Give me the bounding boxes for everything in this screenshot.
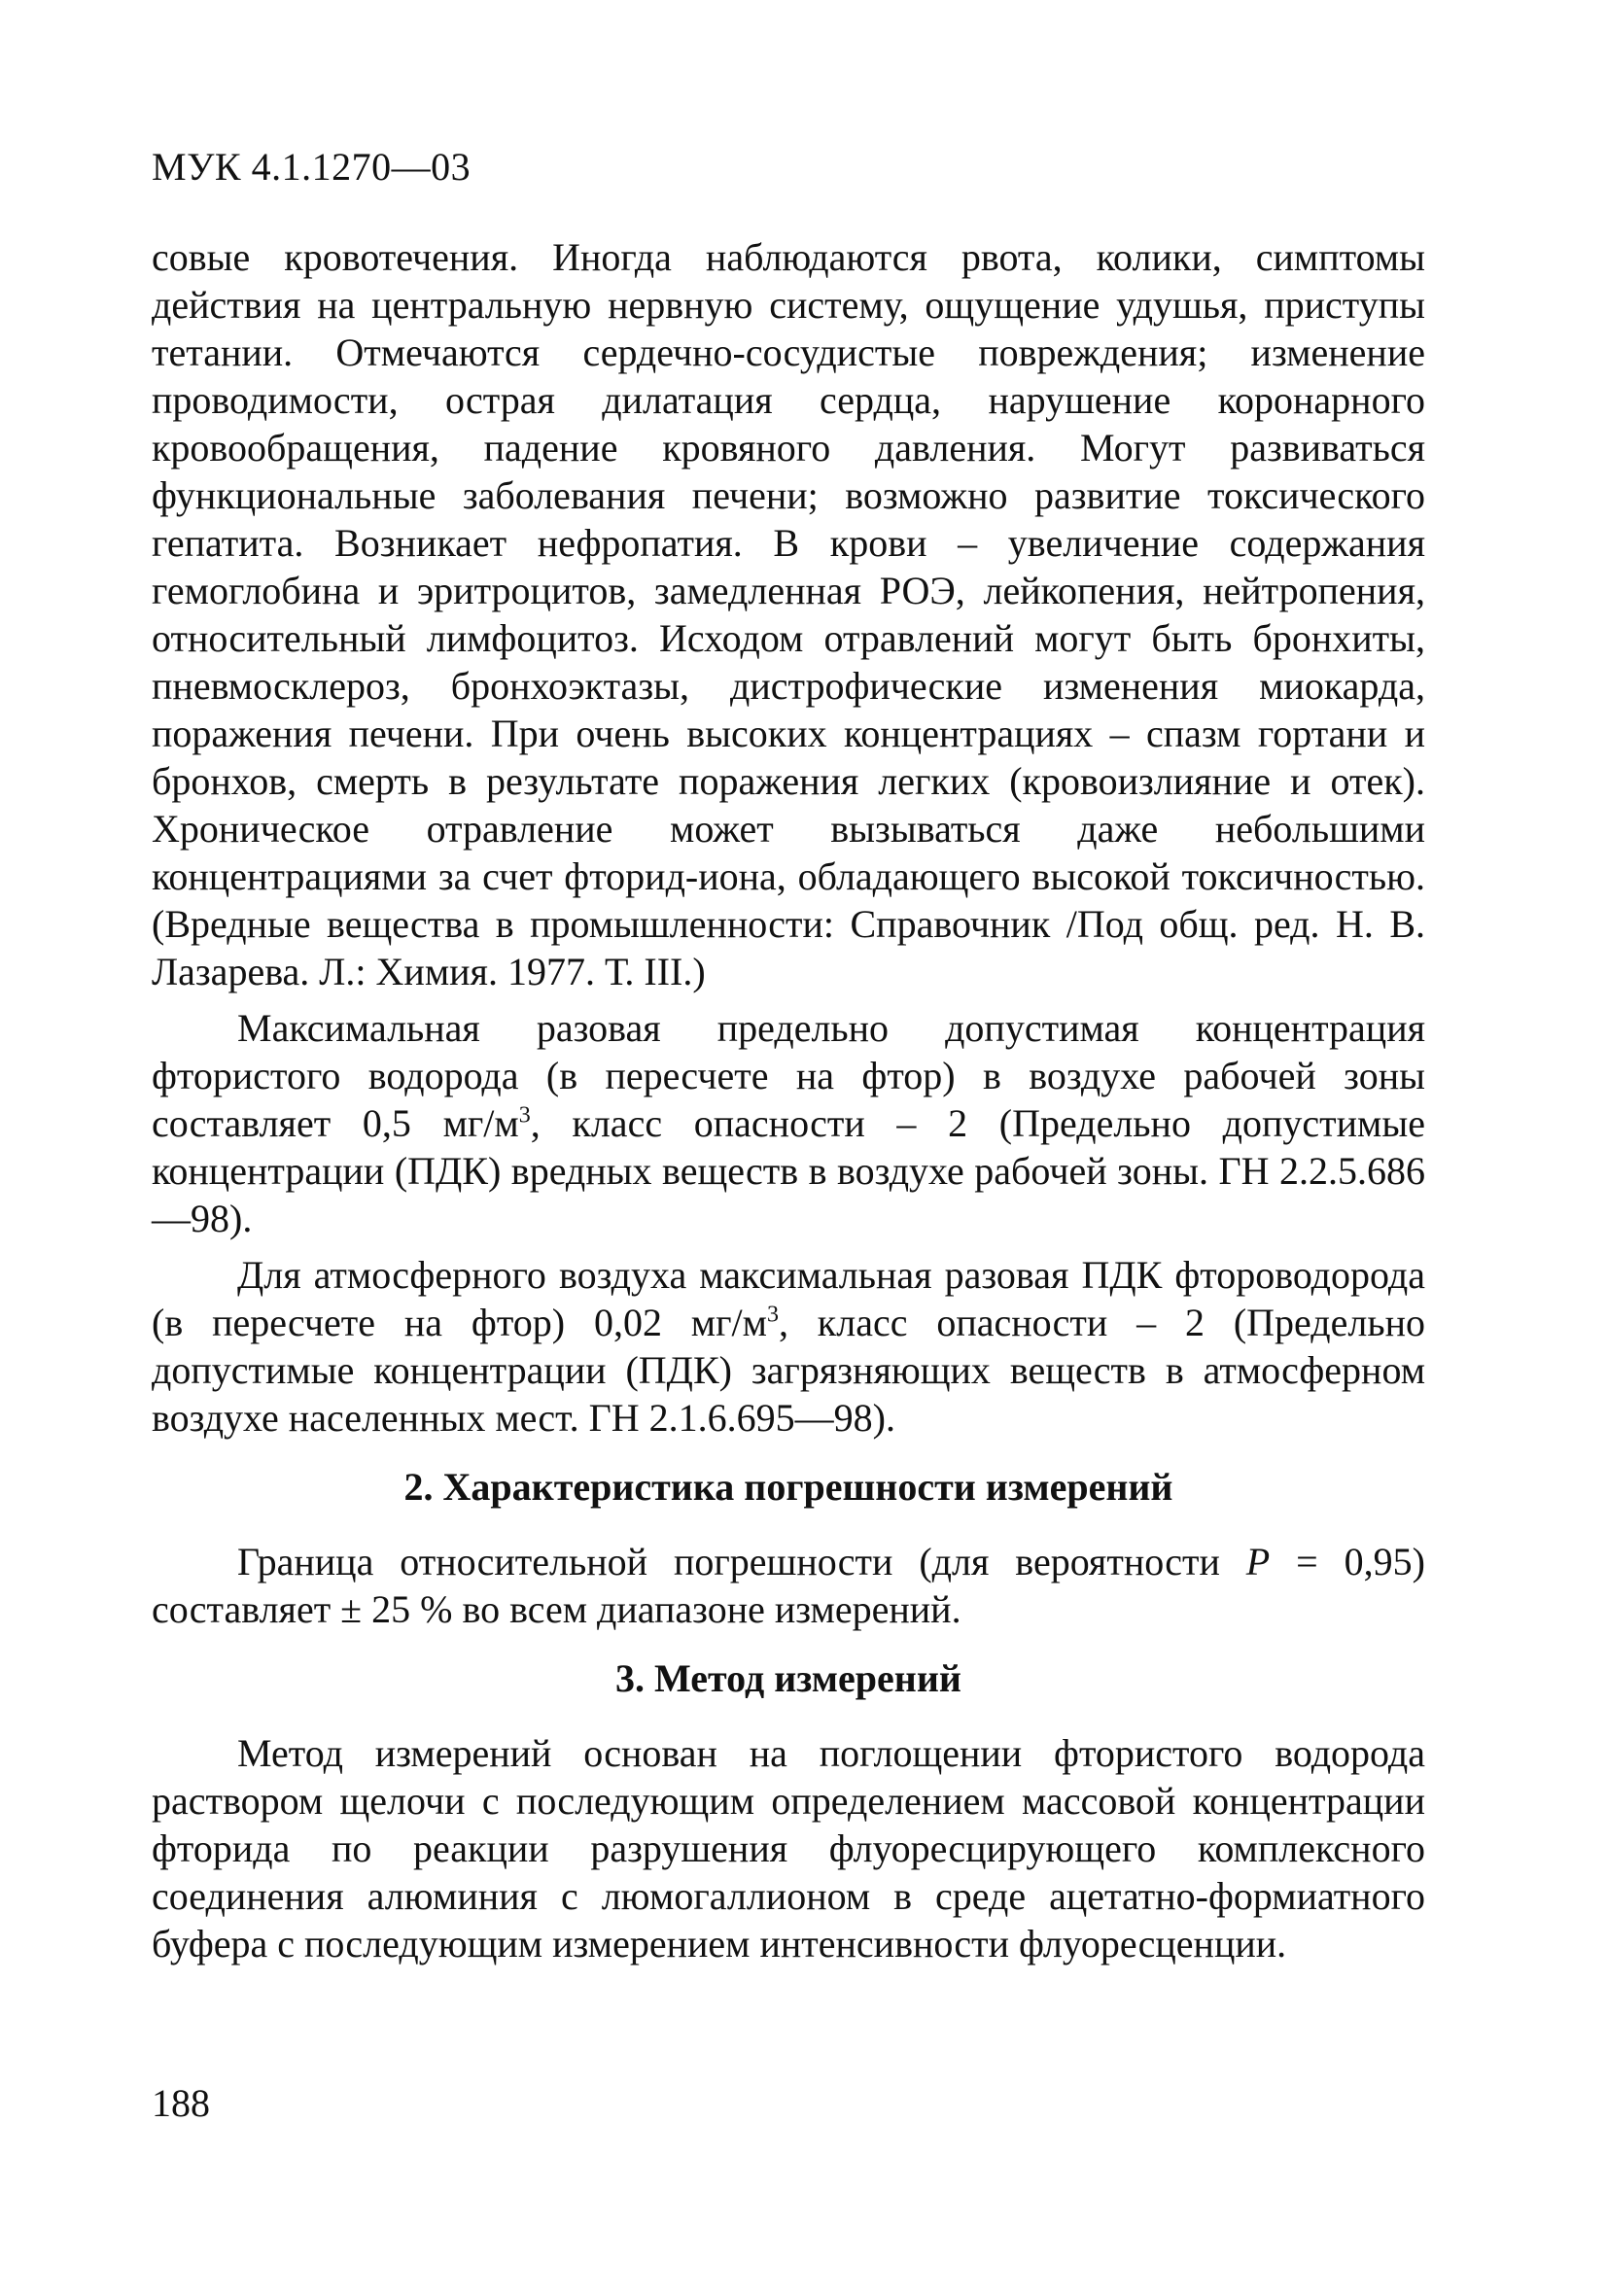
superscript: 3 (518, 1102, 531, 1129)
text-run: , класс опасности – 2 (Предельно допустимые концентрации (ПДК) загрязняющих веществ в атмосферном воздухе населенных мест. ГН 2.1.6.695—98). (152, 1301, 1425, 1440)
section-heading-method: 3. Метод измерений (615, 1656, 961, 1700)
body-text (152, 233, 1425, 1967)
text-run: Максимальная разовая предельно допустимая концентрация фтористого водорода (в пересчете на фтор) в воздухе рабочей зоны составляет 0,5 мг/м (152, 1006, 1425, 1145)
paragraph-error-bound (152, 1538, 1425, 1633)
paragraph-atmosphere-limit (152, 1251, 1425, 1442)
text-run: , класс опасности – 2 (Предельно допустимые концентрации (ПДК) вредных веществ в воздухе рабочей зоны. ГН 2.2.5.686—98). (152, 1101, 1425, 1240)
section-heading-error: 2. Характеристика погрешности измерений (403, 1465, 1173, 1509)
text-run: Для атмосферного воздуха максимальная разовая ПДК фтороводорода (в пересчете на фтор) 0,02 мг/м (152, 1253, 1425, 1344)
probability-variable: P (1245, 1540, 1271, 1583)
paragraph-method: Метод измерений основан на поглощении фтористого водорода раствором щелочи с последующим определением массовой концентрации фторида по реакции разрушения флуоресцирующего комплексного соединения алюминия с люмогаллионом в среде ацетатно-формиатного буфера с последующим измерением интенсивности флуоресценции. (152, 1731, 1425, 1966)
text-run: Граница относительной погрешности (для вероятности (237, 1540, 1246, 1583)
paragraph-symptoms: совые кровотечения. Иногда наблюдаются рвота, колики, симптомы действия на центральную нервную систему, ощущение удушья, приступы тетании. Отмечаются сердечно-сосудистые повреждения; изменение проводимости, острая дилатация сердца, нарушение коронарного кровообращения, падение кровяного давления. Могут развиваться функциональные заболевания печени; возможно развитие токсического гепатита. Возникает нефропатия. В крови – увеличение содержания гемоглобина и эритроцитов, замедленная РОЭ, лейкопения, нейтропения, относительный лимфоцитоз. Исходом отравлений могут быть бронхиты, пневмосклероз, бронхоэктазы, дистрофические изменения миокарда, поражения печени. При очень высоких концентрациях – спазм гортани и бронхов, смерть в результате поражения легких (кровоизлияние и отек). Хроническое отравление может вызываться даже небольшими концентрациями за счет фторид-иона, обладающего высокой токсичностью. (Вредные вещества в промышленности: Справочник /Под общ. ред. Н. В. Лазарева. Л.: Химия. 1977. Т. III.) (152, 235, 1425, 993)
running-head: МУК 4.1.1270—03 (152, 145, 472, 189)
page-number: 188 (152, 2081, 210, 2125)
paragraph-workzone-limit (152, 1004, 1425, 1242)
text-run: = 0,95) составляет ± 25 % во всем диапазоне измерений. (152, 1540, 1425, 1631)
superscript: 3 (766, 1302, 779, 1328)
